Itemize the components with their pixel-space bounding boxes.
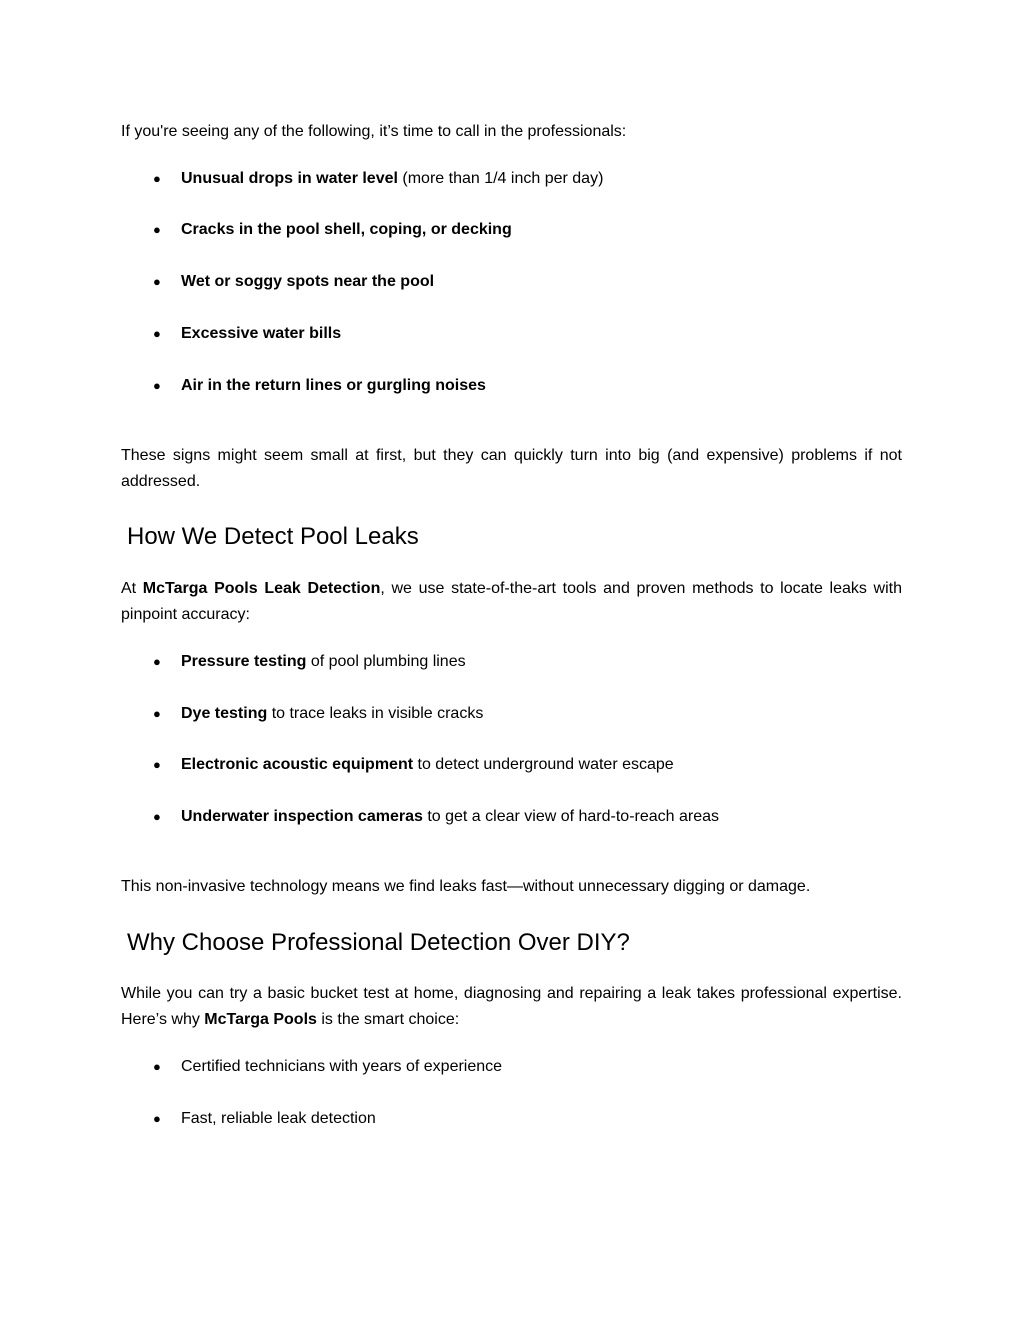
bullet-icon: ● — [153, 1059, 161, 1074]
bullet-icon: ● — [153, 222, 161, 237]
bullet-icon: ● — [153, 757, 161, 772]
company-name: McTarga Pools — [204, 1011, 317, 1028]
bullet-icon: ● — [153, 274, 161, 289]
list-item-bold: Underwater inspection cameras — [181, 808, 423, 825]
detect-intro-paragraph: At McTarga Pools Leak Detection, we use state-of-the-art tools and proven methods to locate leaks with pinpoint accuracy: — [121, 580, 903, 623]
company-name: McTarga Pools Leak Detection — [142, 580, 381, 597]
list-item — [121, 651, 902, 673]
list-item — [121, 806, 902, 828]
bullet-icon: ● — [153, 378, 161, 393]
list-item-text: of pool plumbing lines — [306, 653, 466, 670]
bullet-icon: ● — [153, 1111, 161, 1126]
list-item — [121, 375, 902, 397]
bullet-icon: ● — [153, 326, 161, 341]
why-intro-paragraph: While you can try a basic bucket test at home, diagnosing and repairing a leak takes professional expertise. Here’s why McTarga Pools is the smart choice: — [121, 985, 902, 1028]
list-item-text: to detect underground water escape — [413, 756, 674, 773]
list-item — [121, 219, 902, 241]
bullet-icon: ● — [153, 171, 161, 186]
bullet-icon: ● — [153, 809, 161, 824]
list-item-text: Fast, reliable leak detection — [181, 1110, 376, 1127]
list-item — [121, 754, 902, 776]
list-item-bold: Pressure testing — [181, 653, 307, 670]
list-item-bold: Excessive water bills — [181, 325, 342, 342]
list-item-bold: Cracks in the pool shell, coping, or decking — [181, 221, 512, 238]
section-heading-detect: How We Detect Pool Leaks — [127, 523, 419, 550]
section-heading-why-professional: Why Choose Professional Detection Over DIY? — [127, 929, 630, 956]
list-item — [121, 1108, 902, 1130]
list-item-bold: Dye testing — [181, 705, 268, 722]
list-item-text: Certified technicians with years of experience — [181, 1058, 503, 1075]
list-item-bold: Air in the return lines or gurgling noises — [181, 377, 486, 394]
list-item-text: (more than 1/4 inch per day) — [397, 170, 604, 187]
list-item-text: to trace leaks in visible cracks — [267, 705, 484, 722]
list-item — [121, 168, 902, 190]
list-item — [121, 323, 902, 345]
list-item — [121, 271, 902, 293]
detect-summary-paragraph: This non-invasive technology means we find leaks fast—without unnecessary digging or damage. — [121, 878, 811, 895]
list-item-bold: Unusual drops in water level — [181, 170, 398, 187]
list-item-text: to get a clear view of hard-to-reach areas — [422, 808, 720, 825]
list-item-bold: Wet or soggy spots near the pool — [181, 273, 435, 290]
list-item — [121, 703, 902, 725]
list-item-bold: Electronic acoustic equipment — [181, 756, 414, 773]
list-item — [121, 1056, 902, 1078]
bullet-icon: ● — [153, 654, 161, 669]
bullet-icon: ● — [153, 706, 161, 721]
intro-paragraph: If you're seeing any of the following, it’s time to call in the professionals: — [121, 123, 627, 140]
signs-summary-paragraph: These signs might seem small at first, but they can quickly turn into big (and expensive) problems if not addressed. — [121, 447, 902, 490]
